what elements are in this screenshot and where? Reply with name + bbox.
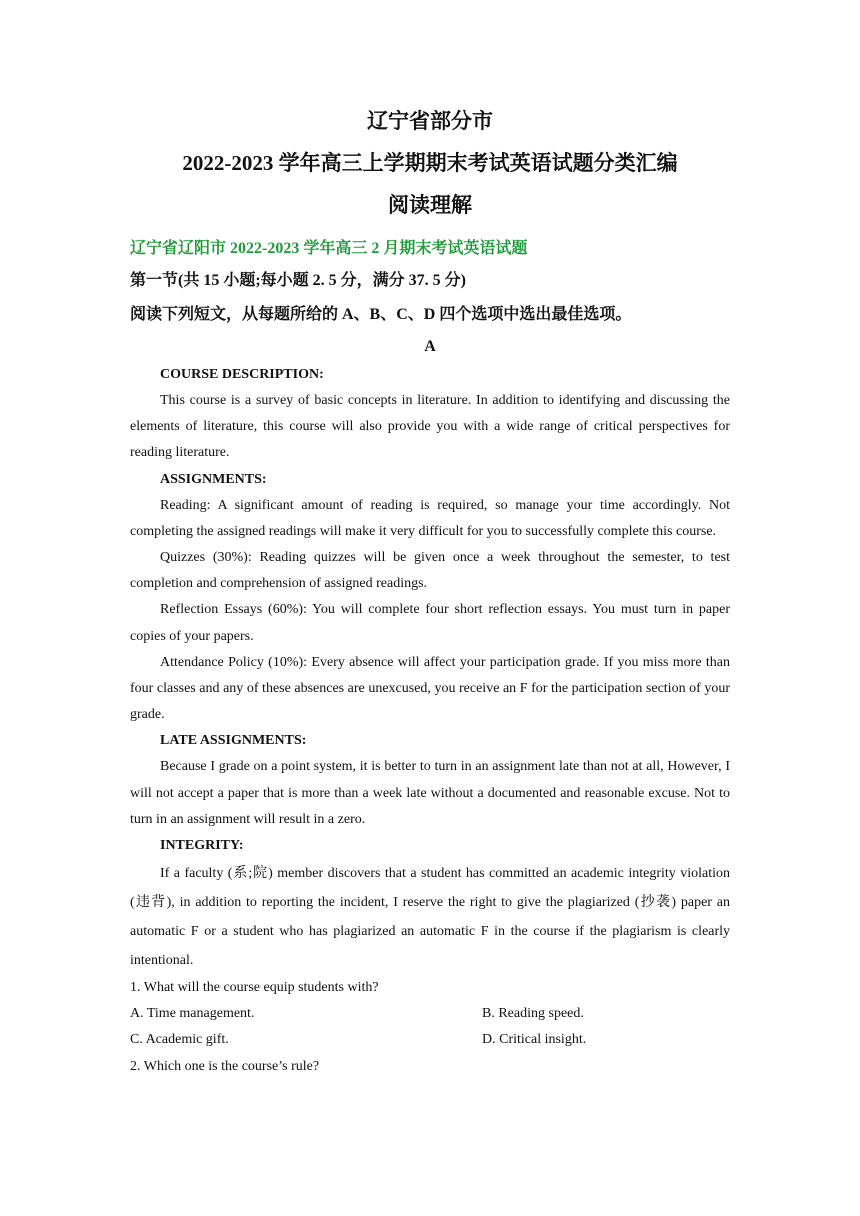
question-1-option-b: B. Reading speed.: [482, 1006, 584, 1022]
question-1-options-row-2: [130, 1027, 730, 1053]
quizzes-paragraph: Quizzes (30%): Reading quizzes will be given once a week throughout the semester, to test completion and comprehension of assigned readings.: [130, 550, 730, 592]
passage-letter: A: [424, 338, 436, 355]
question-1-option-c: C. Academic gift.: [130, 1032, 229, 1048]
question-1-option-d: D. Critical insight.: [482, 1032, 587, 1048]
document-page: [130, 100, 730, 1080]
attendance-paragraph: Attendance Policy (10%): Every absence will affect your participation grade. If you miss more than four classes and any of these absences are unexcused, you receive an F for the participation section of your grade.: [130, 654, 730, 723]
course-description-heading: COURSE DESCRIPTION:: [160, 367, 324, 382]
document-title-category: 阅读理解: [388, 193, 472, 217]
late-assignments-heading: LATE ASSIGNMENTS:: [160, 733, 307, 749]
source-exam-title: 辽宁省辽阳市 2022-2023 学年高三 2 月期末考试英语试题: [130, 240, 528, 257]
question-1-stem: 1. What will the course equip students with?: [130, 980, 379, 996]
question-1-option-a: A. Time management.: [130, 1006, 255, 1022]
document-title-region: 辽宁省部分市: [367, 109, 493, 133]
reading-paragraph: Reading: A significant amount of reading is required, so manage your time accordingly. Not completing the assigned readings will make it very difficult for you to successfully complete this course.: [130, 497, 730, 539]
question-1-options-row-1: [130, 1001, 730, 1027]
course-description-paragraph: This course is a survey of basic concepts in literature. In addition to identifying and discussing the elements of literature, this course will also provide you with a wide range of critical perspectives for reading literature.: [130, 393, 730, 461]
assignments-heading: ASSIGNMENTS:: [160, 471, 267, 487]
question-2-stem: 2. Which one is the course’s rule?: [130, 1058, 320, 1074]
instructions: 阅读下列短文，从每题所给的 A、B、C、D 四个选项中选出最佳选项。: [130, 306, 632, 323]
reflection-paragraph: Reflection Essays (60%): You will complete four short reflection essays. You must turn in paper copies of your papers.: [130, 602, 730, 644]
integrity-paragraph: If a faculty (系;院) member discovers that a student has committed an academic integrity violation (违背), in addition to reporting the incident, I reserve the right to give the plagiarized (抄袭) paper an automatic F or a student who has plagiarized an automatic F in the course if the plagiarism is clearly intentional.: [130, 866, 730, 969]
section-info: 第一节(共 15 小题;每小题 2. 5 分，满分 37. 5 分): [130, 272, 466, 289]
late-assignments-paragraph: Because I grade on a point system, it is better to turn in an assignment late than not at all, However, I will not accept a paper that is more than a week late without a documented and reasonable excuse. Not to turn in an assignment will result in a zero.: [130, 759, 730, 827]
document-title-main: 2022-2023 学年高三上学期期末考试英语试题分类汇编: [182, 151, 678, 175]
integrity-heading: INTEGRITY:: [160, 838, 244, 854]
